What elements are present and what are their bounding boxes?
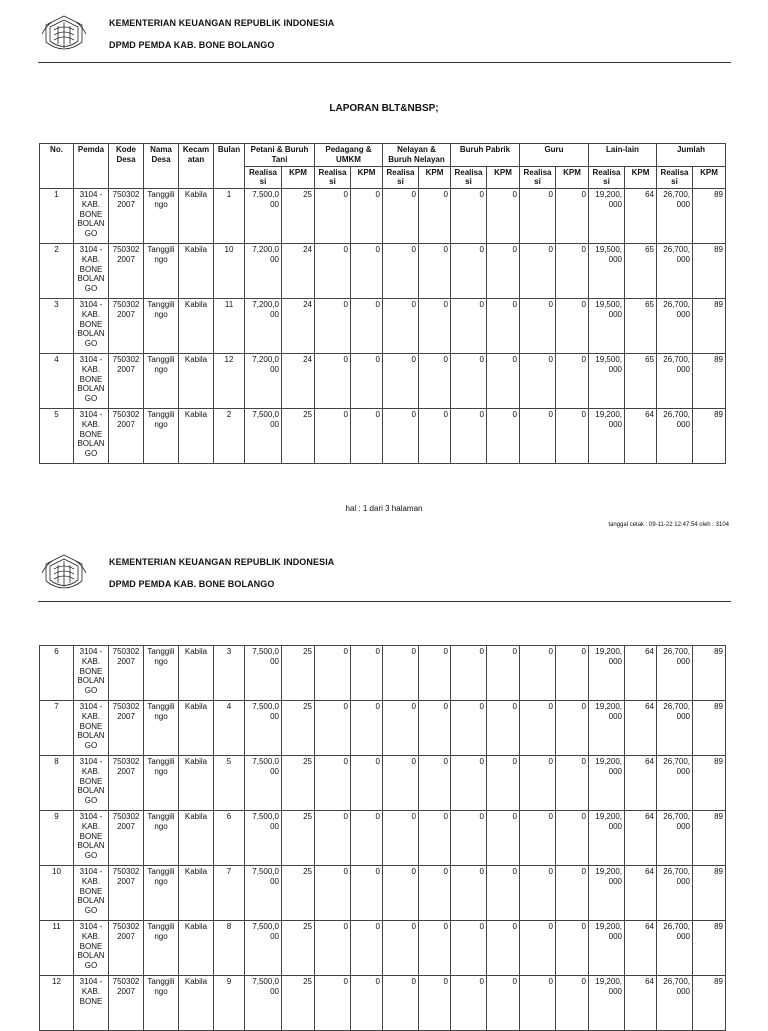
cell-kode: 750302 2007 bbox=[109, 409, 144, 464]
sub-realisasi: Realisa si bbox=[245, 166, 282, 189]
cell-no: 7 bbox=[40, 701, 74, 756]
col-lain-lain: Lain-lain bbox=[589, 144, 657, 167]
sub-kpm: KPM bbox=[351, 166, 383, 189]
cell-pemda: 3104 - KAB. BONE BOLAN GO bbox=[74, 921, 109, 976]
cell-pedagang-k: 0 bbox=[351, 299, 383, 354]
cell-kec: Kabila bbox=[179, 409, 214, 464]
cell-pedagang-k: 0 bbox=[351, 921, 383, 976]
sub-realisasi: Realisa si bbox=[451, 166, 487, 189]
cell-kec: Kabila bbox=[179, 701, 214, 756]
cell-pabrik-k: 0 bbox=[487, 299, 520, 354]
unit-name: DPMD PEMDA KAB. BONE BOLANGO bbox=[109, 40, 275, 50]
col-pedagang: Pedagang & UMKM bbox=[315, 144, 383, 167]
cell-nelayan-k: 0 bbox=[419, 646, 451, 701]
cell-guru-r: 0 bbox=[520, 756, 556, 811]
cell-pabrik-r: 0 bbox=[451, 299, 487, 354]
cell-jumlah-k: 89 bbox=[693, 701, 726, 756]
cell-bulan: 8 bbox=[214, 921, 245, 976]
cell-desa: Tanggili ngo bbox=[144, 189, 179, 244]
cell-pedagang-r: 0 bbox=[315, 701, 351, 756]
col-pemda: Pemda bbox=[74, 144, 109, 189]
sub-kpm: KPM bbox=[282, 166, 315, 189]
cell-pedagang-r: 0 bbox=[315, 921, 351, 976]
cell-kode: 750302 2007 bbox=[109, 921, 144, 976]
cell-kode: 750302 2007 bbox=[109, 701, 144, 756]
cell-lain-k: 64 bbox=[625, 866, 657, 921]
cell-petani-r: 7,500,0 00 bbox=[245, 866, 282, 921]
table-row bbox=[40, 244, 726, 299]
cell-no: 9 bbox=[40, 811, 74, 866]
cell-guru-r: 0 bbox=[520, 189, 556, 244]
cell-kode: 750302 2007 bbox=[109, 811, 144, 866]
cell-petani-r: 7,500,0 00 bbox=[245, 701, 282, 756]
cell-lain-r: 19,500, 000 bbox=[589, 299, 625, 354]
cell-bulan: 12 bbox=[214, 354, 245, 409]
cell-jumlah-k: 89 bbox=[693, 646, 726, 701]
cell-pedagang-r: 0 bbox=[315, 646, 351, 701]
cell-pemda: 3104 - KAB. BONE BOLAN GO bbox=[74, 244, 109, 299]
sub-kpm: KPM bbox=[693, 166, 726, 189]
col-petani: Petani & Buruh Tani bbox=[245, 144, 315, 167]
cell-nelayan-k: 0 bbox=[419, 354, 451, 409]
cell-lain-r: 19,200, 000 bbox=[589, 409, 625, 464]
cell-jumlah-k: 89 bbox=[693, 244, 726, 299]
cell-nelayan-r: 0 bbox=[383, 354, 419, 409]
cell-pedagang-k: 0 bbox=[351, 409, 383, 464]
cell-jumlah-r: 26,700, 000 bbox=[657, 244, 693, 299]
sub-realisasi: Realisa si bbox=[383, 166, 419, 189]
cell-nelayan-r: 0 bbox=[383, 189, 419, 244]
col-guru: Guru bbox=[520, 144, 589, 167]
cell-petani-k: 25 bbox=[282, 921, 315, 976]
cell-lain-r: 19,200, 000 bbox=[589, 921, 625, 976]
cell-pabrik-r: 0 bbox=[451, 189, 487, 244]
cell-pabrik-k: 0 bbox=[487, 244, 520, 299]
cell-petani-k: 24 bbox=[282, 244, 315, 299]
cell-petani-k: 25 bbox=[282, 756, 315, 811]
cell-bulan: 6 bbox=[214, 811, 245, 866]
cell-pabrik-k: 0 bbox=[487, 976, 520, 1031]
cell-nelayan-k: 0 bbox=[419, 409, 451, 464]
cell-petani-r: 7,200,0 00 bbox=[245, 244, 282, 299]
cell-petani-r: 7,200,0 00 bbox=[245, 354, 282, 409]
cell-guru-r: 0 bbox=[520, 811, 556, 866]
cell-bulan: 5 bbox=[214, 756, 245, 811]
cell-pedagang-r: 0 bbox=[315, 354, 351, 409]
cell-kec: Kabila bbox=[179, 976, 214, 1031]
cell-pedagang-r: 0 bbox=[315, 189, 351, 244]
cell-pedagang-r: 0 bbox=[315, 811, 351, 866]
cell-bulan: 10 bbox=[214, 244, 245, 299]
cell-no: 10 bbox=[40, 866, 74, 921]
cell-pedagang-k: 0 bbox=[351, 354, 383, 409]
cell-petani-k: 25 bbox=[282, 409, 315, 464]
cell-lain-r: 19,200, 000 bbox=[589, 646, 625, 701]
cell-lain-r: 19,500, 000 bbox=[589, 354, 625, 409]
sub-realisasi: Realisa si bbox=[520, 166, 556, 189]
cell-pabrik-k: 0 bbox=[487, 189, 520, 244]
cell-bulan: 2 bbox=[214, 409, 245, 464]
cell-pabrik-k: 0 bbox=[487, 701, 520, 756]
cell-bulan: 3 bbox=[214, 646, 245, 701]
cell-lain-r: 19,500, 000 bbox=[589, 244, 625, 299]
cell-nelayan-k: 0 bbox=[419, 811, 451, 866]
cell-pemda: 3104 - KAB. BONE BOLAN GO bbox=[74, 756, 109, 811]
cell-pemda: 3104 - KAB. BONE BOLAN GO bbox=[74, 866, 109, 921]
cell-nelayan-r: 0 bbox=[383, 409, 419, 464]
table-row bbox=[40, 409, 726, 464]
cell-lain-k: 64 bbox=[625, 646, 657, 701]
cell-petani-k: 25 bbox=[282, 646, 315, 701]
cell-pabrik-r: 0 bbox=[451, 811, 487, 866]
col-buruh-pabrik: Buruh Pabrik bbox=[451, 144, 520, 167]
cell-guru-r: 0 bbox=[520, 976, 556, 1031]
cell-guru-k: 0 bbox=[556, 921, 589, 976]
cell-kec: Kabila bbox=[179, 811, 214, 866]
cell-petani-r: 7,500,0 00 bbox=[245, 811, 282, 866]
cell-kode: 750302 2007 bbox=[109, 756, 144, 811]
col-nelayan: Nelayan & Buruh Nelayan bbox=[383, 144, 451, 167]
cell-kec: Kabila bbox=[179, 646, 214, 701]
cell-desa: Tanggili ngo bbox=[144, 646, 179, 701]
cell-pedagang-r: 0 bbox=[315, 866, 351, 921]
cell-kec: Kabila bbox=[179, 866, 214, 921]
sub-realisasi: Realisa si bbox=[315, 166, 351, 189]
header-divider bbox=[38, 62, 731, 63]
cell-pemda: 3104 - KAB. BONE BOLAN GO bbox=[74, 811, 109, 866]
sub-kpm: KPM bbox=[487, 166, 520, 189]
table-row bbox=[40, 299, 726, 354]
cell-kode: 750302 2007 bbox=[109, 189, 144, 244]
table-row bbox=[40, 811, 726, 866]
cell-nelayan-r: 0 bbox=[383, 244, 419, 299]
header-divider bbox=[38, 601, 731, 602]
ministry-name: KEMENTERIAN KEUANGAN REPUBLIK INDONESIA bbox=[109, 557, 335, 567]
cell-pemda: 3104 - KAB. BONE bbox=[74, 976, 109, 1031]
cell-guru-k: 0 bbox=[556, 646, 589, 701]
cell-pabrik-k: 0 bbox=[487, 921, 520, 976]
cell-kode: 750302 2007 bbox=[109, 866, 144, 921]
cell-jumlah-r: 26,700, 000 bbox=[657, 701, 693, 756]
cell-jumlah-k: 89 bbox=[693, 354, 726, 409]
cell-jumlah-k: 89 bbox=[693, 189, 726, 244]
cell-jumlah-k: 89 bbox=[693, 976, 726, 1031]
table-row bbox=[40, 189, 726, 244]
col-kecamatan: Kecam atan bbox=[179, 144, 214, 189]
cell-no: 11 bbox=[40, 921, 74, 976]
unit-name: DPMD PEMDA KAB. BONE BOLANGO bbox=[109, 579, 275, 589]
cell-guru-k: 0 bbox=[556, 244, 589, 299]
report-table-page-1 bbox=[39, 143, 726, 464]
cell-petani-r: 7,500,0 00 bbox=[245, 756, 282, 811]
cell-pedagang-k: 0 bbox=[351, 701, 383, 756]
table-row bbox=[40, 701, 726, 756]
cell-pedagang-k: 0 bbox=[351, 244, 383, 299]
cell-nelayan-k: 0 bbox=[419, 701, 451, 756]
cell-no: 12 bbox=[40, 976, 74, 1031]
cell-lain-k: 64 bbox=[625, 921, 657, 976]
cell-kode: 750302 2007 bbox=[109, 646, 144, 701]
cell-nelayan-r: 0 bbox=[383, 646, 419, 701]
cell-desa: Tanggili ngo bbox=[144, 976, 179, 1031]
cell-jumlah-r: 26,700, 000 bbox=[657, 811, 693, 866]
cell-desa: Tanggili ngo bbox=[144, 409, 179, 464]
cell-pabrik-k: 0 bbox=[487, 811, 520, 866]
cell-petani-r: 7,500,0 00 bbox=[245, 646, 282, 701]
cell-pedagang-k: 0 bbox=[351, 976, 383, 1031]
col-kode-desa: Kode Desa bbox=[109, 144, 144, 189]
cell-no: 2 bbox=[40, 244, 74, 299]
cell-petani-k: 25 bbox=[282, 701, 315, 756]
cell-nelayan-r: 0 bbox=[383, 701, 419, 756]
cell-jumlah-r: 26,700, 000 bbox=[657, 756, 693, 811]
cell-guru-r: 0 bbox=[520, 921, 556, 976]
cell-jumlah-r: 26,700, 000 bbox=[657, 409, 693, 464]
cell-pabrik-k: 0 bbox=[487, 354, 520, 409]
cell-no: 3 bbox=[40, 299, 74, 354]
cell-pabrik-r: 0 bbox=[451, 354, 487, 409]
cell-desa: Tanggili ngo bbox=[144, 811, 179, 866]
cell-jumlah-r: 26,700, 000 bbox=[657, 866, 693, 921]
page-number: hal : 1 dari 3 halaman bbox=[345, 504, 423, 513]
cell-kode: 750302 2007 bbox=[109, 244, 144, 299]
cell-petani-r: 7,500,0 00 bbox=[245, 189, 282, 244]
cell-desa: Tanggili ngo bbox=[144, 244, 179, 299]
col-bulan: Bulan bbox=[214, 144, 245, 189]
cell-guru-k: 0 bbox=[556, 811, 589, 866]
cell-desa: Tanggili ngo bbox=[144, 701, 179, 756]
sub-kpm: KPM bbox=[419, 166, 451, 189]
cell-pedagang-r: 0 bbox=[315, 756, 351, 811]
cell-desa: Tanggili ngo bbox=[144, 921, 179, 976]
col-nama-desa: Nama Desa bbox=[144, 144, 179, 189]
cell-petani-k: 25 bbox=[282, 866, 315, 921]
table-row bbox=[40, 866, 726, 921]
col-jumlah: Jumlah bbox=[657, 144, 726, 167]
cell-lain-k: 65 bbox=[625, 354, 657, 409]
cell-kec: Kabila bbox=[179, 189, 214, 244]
cell-pemda: 3104 - KAB. BONE BOLAN GO bbox=[74, 701, 109, 756]
cell-guru-k: 0 bbox=[556, 299, 589, 354]
cell-guru-r: 0 bbox=[520, 299, 556, 354]
cell-pabrik-r: 0 bbox=[451, 409, 487, 464]
sub-realisasi: Realisa si bbox=[589, 166, 625, 189]
cell-nelayan-k: 0 bbox=[419, 756, 451, 811]
cell-jumlah-r: 26,700, 000 bbox=[657, 189, 693, 244]
cell-pabrik-r: 0 bbox=[451, 866, 487, 921]
cell-nelayan-r: 0 bbox=[383, 976, 419, 1031]
cell-pedagang-k: 0 bbox=[351, 646, 383, 701]
cell-no: 1 bbox=[40, 189, 74, 244]
cell-pabrik-r: 0 bbox=[451, 646, 487, 701]
cell-jumlah-k: 89 bbox=[693, 866, 726, 921]
cell-no: 6 bbox=[40, 646, 74, 701]
cell-petani-k: 25 bbox=[282, 976, 315, 1031]
cell-guru-r: 0 bbox=[520, 354, 556, 409]
cell-guru-k: 0 bbox=[556, 701, 589, 756]
cell-jumlah-r: 26,700, 000 bbox=[657, 646, 693, 701]
ministry-name: KEMENTERIAN KEUANGAN REPUBLIK INDONESIA bbox=[109, 18, 335, 28]
cell-pedagang-k: 0 bbox=[351, 756, 383, 811]
cell-bulan: 1 bbox=[214, 189, 245, 244]
cell-lain-k: 64 bbox=[625, 189, 657, 244]
sub-realisasi: Realisa si bbox=[657, 166, 693, 189]
page-header bbox=[38, 12, 728, 66]
cell-petani-k: 24 bbox=[282, 354, 315, 409]
cell-pemda: 3104 - KAB. BONE BOLAN GO bbox=[74, 354, 109, 409]
cell-lain-r: 19,200, 000 bbox=[589, 756, 625, 811]
cell-guru-r: 0 bbox=[520, 409, 556, 464]
cell-guru-k: 0 bbox=[556, 976, 589, 1031]
cell-guru-k: 0 bbox=[556, 756, 589, 811]
cell-guru-k: 0 bbox=[556, 866, 589, 921]
cell-nelayan-r: 0 bbox=[383, 299, 419, 354]
cell-bulan: 4 bbox=[214, 701, 245, 756]
cell-desa: Tanggili ngo bbox=[144, 866, 179, 921]
cell-pemda: 3104 - KAB. BONE BOLAN GO bbox=[74, 189, 109, 244]
cell-nelayan-k: 0 bbox=[419, 189, 451, 244]
cell-pedagang-k: 0 bbox=[351, 866, 383, 921]
cell-no: 8 bbox=[40, 756, 74, 811]
cell-kode: 750302 2007 bbox=[109, 976, 144, 1031]
cell-kode: 750302 2007 bbox=[109, 299, 144, 354]
cell-pedagang-k: 0 bbox=[351, 189, 383, 244]
cell-lain-k: 64 bbox=[625, 756, 657, 811]
cell-petani-r: 7,500,0 00 bbox=[245, 921, 282, 976]
cell-lain-r: 19,200, 000 bbox=[589, 976, 625, 1031]
cell-jumlah-r: 26,700, 000 bbox=[657, 354, 693, 409]
cell-petani-k: 25 bbox=[282, 189, 315, 244]
report-title: LAPORAN BLT&NBSP; bbox=[329, 103, 439, 114]
cell-petani-k: 24 bbox=[282, 299, 315, 354]
cell-jumlah-k: 89 bbox=[693, 811, 726, 866]
cell-pabrik-r: 0 bbox=[451, 244, 487, 299]
cell-jumlah-r: 26,700, 000 bbox=[657, 299, 693, 354]
cell-pabrik-r: 0 bbox=[451, 921, 487, 976]
sub-kpm: KPM bbox=[556, 166, 589, 189]
cell-jumlah-r: 26,700, 000 bbox=[657, 921, 693, 976]
cell-lain-k: 65 bbox=[625, 244, 657, 299]
cell-lain-r: 19,200, 000 bbox=[589, 811, 625, 866]
cell-nelayan-r: 0 bbox=[383, 866, 419, 921]
cell-nelayan-k: 0 bbox=[419, 299, 451, 354]
cell-guru-r: 0 bbox=[520, 244, 556, 299]
cell-pedagang-r: 0 bbox=[315, 244, 351, 299]
ministry-emblem-icon bbox=[40, 551, 88, 597]
cell-pedagang-k: 0 bbox=[351, 811, 383, 866]
cell-petani-r: 7,500,0 00 bbox=[245, 409, 282, 464]
cell-bulan: 11 bbox=[214, 299, 245, 354]
cell-kec: Kabila bbox=[179, 299, 214, 354]
cell-guru-r: 0 bbox=[520, 646, 556, 701]
cell-lain-k: 64 bbox=[625, 811, 657, 866]
cell-pabrik-k: 0 bbox=[487, 646, 520, 701]
cell-jumlah-k: 89 bbox=[693, 299, 726, 354]
cell-nelayan-k: 0 bbox=[419, 976, 451, 1031]
cell-pabrik-k: 0 bbox=[487, 756, 520, 811]
cell-petani-r: 7,500,0 00 bbox=[245, 976, 282, 1031]
cell-pabrik-r: 0 bbox=[451, 976, 487, 1031]
cell-desa: Tanggili ngo bbox=[144, 756, 179, 811]
cell-pedagang-r: 0 bbox=[315, 299, 351, 354]
cell-lain-r: 19,200, 000 bbox=[589, 189, 625, 244]
table-row bbox=[40, 756, 726, 811]
cell-guru-k: 0 bbox=[556, 409, 589, 464]
cell-kec: Kabila bbox=[179, 244, 214, 299]
cell-lain-r: 19,200, 000 bbox=[589, 701, 625, 756]
cell-pabrik-k: 0 bbox=[487, 866, 520, 921]
cell-petani-r: 7,200,0 00 bbox=[245, 299, 282, 354]
cell-guru-k: 0 bbox=[556, 189, 589, 244]
cell-nelayan-k: 0 bbox=[419, 244, 451, 299]
ministry-emblem-icon bbox=[40, 12, 88, 58]
cell-bulan: 9 bbox=[214, 976, 245, 1031]
cell-guru-k: 0 bbox=[556, 354, 589, 409]
cell-petani-k: 25 bbox=[282, 811, 315, 866]
report-table-page-2 bbox=[39, 645, 726, 1031]
cell-pemda: 3104 - KAB. BONE BOLAN GO bbox=[74, 299, 109, 354]
cell-pabrik-r: 0 bbox=[451, 701, 487, 756]
cell-lain-k: 65 bbox=[625, 299, 657, 354]
cell-kec: Kabila bbox=[179, 756, 214, 811]
cell-pabrik-r: 0 bbox=[451, 756, 487, 811]
page-header bbox=[38, 551, 728, 605]
table-row bbox=[40, 354, 726, 409]
cell-lain-k: 64 bbox=[625, 409, 657, 464]
cell-jumlah-r: 26,700, 000 bbox=[657, 976, 693, 1031]
cell-pedagang-r: 0 bbox=[315, 976, 351, 1031]
cell-kec: Kabila bbox=[179, 921, 214, 976]
cell-lain-k: 64 bbox=[625, 976, 657, 1031]
cell-kec: Kabila bbox=[179, 354, 214, 409]
cell-desa: Tanggili ngo bbox=[144, 299, 179, 354]
cell-nelayan-r: 0 bbox=[383, 811, 419, 866]
cell-pemda: 3104 - KAB. BONE BOLAN GO bbox=[74, 646, 109, 701]
cell-no: 5 bbox=[40, 409, 74, 464]
cell-nelayan-r: 0 bbox=[383, 921, 419, 976]
cell-jumlah-k: 89 bbox=[693, 756, 726, 811]
cell-pemda: 3104 - KAB. BONE BOLAN GO bbox=[74, 409, 109, 464]
cell-jumlah-k: 89 bbox=[693, 921, 726, 976]
col-no: No. bbox=[40, 144, 74, 189]
print-info: tanggal cetak : 09-11-22 12:47:54 oleh : 3104 bbox=[608, 522, 729, 528]
cell-nelayan-k: 0 bbox=[419, 866, 451, 921]
table-row bbox=[40, 976, 726, 1031]
cell-no: 4 bbox=[40, 354, 74, 409]
cell-jumlah-k: 89 bbox=[693, 409, 726, 464]
cell-bulan: 7 bbox=[214, 866, 245, 921]
cell-desa: Tanggili ngo bbox=[144, 354, 179, 409]
cell-nelayan-r: 0 bbox=[383, 756, 419, 811]
cell-guru-r: 0 bbox=[520, 701, 556, 756]
table-row bbox=[40, 921, 726, 976]
cell-nelayan-k: 0 bbox=[419, 921, 451, 976]
sub-kpm: KPM bbox=[625, 166, 657, 189]
cell-kode: 750302 2007 bbox=[109, 354, 144, 409]
cell-guru-r: 0 bbox=[520, 866, 556, 921]
cell-pabrik-k: 0 bbox=[487, 409, 520, 464]
cell-pedagang-r: 0 bbox=[315, 409, 351, 464]
cell-lain-k: 64 bbox=[625, 701, 657, 756]
table-row bbox=[40, 646, 726, 701]
cell-lain-r: 19,200, 000 bbox=[589, 866, 625, 921]
